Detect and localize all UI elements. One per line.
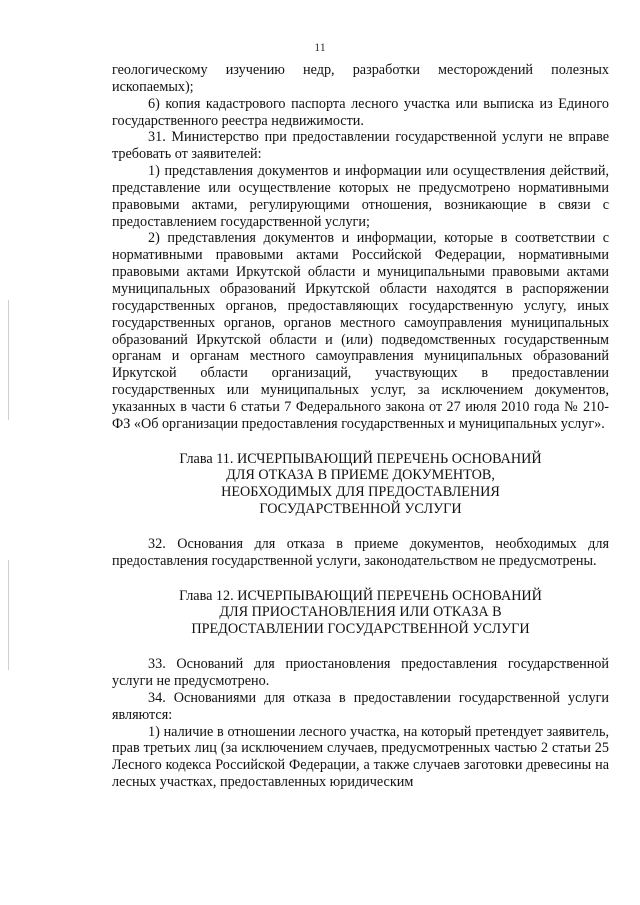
chapter-12-heading-line: ДЛЯ ПРИОСТАНОВЛЕНИЯ ИЛИ ОТКАЗА В xyxy=(219,604,502,621)
paragraph-continuation: геологическому изучению недр, разработки месторождений полезных ископаемых); xyxy=(112,62,609,95)
paragraph-31: 31. Министерство при предоставлении государственной услуги не вправе требовать от заявителей: xyxy=(112,129,609,163)
paragraph-31-item-2: 2) представления документов и информации, которые в соответствии с нормативными правовыми актами Российской Федерации, нормативными правовыми актами Иркутской области и муниципальными правовыми актами муниципальных образований Иркутской области находятся в распоряжении государственных органов, предоставляющих государственную услугу, иных государственных органов, органов местного самоуправления муниципальных образований Иркутской области и (или) подведомственных государственным органам и органам местного самоуправления муниципальных образований Иркутской области организаций, участвующих в предоставлении государственных или муниципальных услуг, за исключением документов, указанных в части 6 статьи 7 Федерального закона от 27 июля 2010 года № 210-ФЗ «Об организации предоставления государственных и муниципальных услуг». xyxy=(112,230,609,432)
scan-margin-mark xyxy=(8,300,9,420)
chapter-12-heading xyxy=(112,588,609,639)
document-body xyxy=(112,62,609,791)
chapter-12-heading-line: Глава 12. ИСЧЕРПЫВАЮЩИЙ ПЕРЕЧЕНЬ ОСНОВАНИЙ xyxy=(179,587,542,604)
paragraph-32: 32. Основания для отказа в приеме документов, необходимых для предоставления государственной услуги, законодательством не предусмотрены. xyxy=(112,535,609,569)
paragraph-item-6: 6) копия кадастрового паспорта лесного участка или выписка из Единого государственного реестра недвижимости. xyxy=(112,95,609,129)
paragraph-33: 33. Оснований для приостановления предоставления государственной услуги не предусмотрено. xyxy=(112,656,609,689)
page-number: 11 xyxy=(314,40,326,54)
chapter-11-heading-line: Глава 11. ИСЧЕРПЫВАЮЩИЙ ПЕРЕЧЕНЬ ОСНОВАНИЙ xyxy=(179,450,542,467)
paragraph-34-item-1: 1) наличие в отношении лесного участка, на который претендует заявитель, прав третьих лиц (за исключением случаев, предусмотренных частью 2 статьи 25 Лесного кодекса Российской Федерации, а также случаев заготовки древесины на лесных участках, предоставленных юридическим xyxy=(112,723,609,791)
chapter-11-heading-line: НЕОБХОДИМЫХ ДЛЯ ПРЕДОСТАВЛЕНИЯ xyxy=(221,484,500,501)
chapter-11-heading xyxy=(112,451,609,518)
chapter-11-heading-line: ГОСУДАРСТВЕННОЙ УСЛУГИ xyxy=(259,501,462,518)
scan-margin-mark xyxy=(8,560,9,670)
chapter-11-heading-line: ДЛЯ ОТКАЗА В ПРИЕМЕ ДОКУМЕНТОВ, xyxy=(226,467,495,484)
paragraph-34: 34. Основаниями для отказа в предоставлении государственной услуги являются: xyxy=(112,689,609,723)
chapter-12-heading-line: ПРЕДОСТАВЛЕНИИ ГОСУДАРСТВЕННОЙ УСЛУГИ xyxy=(191,621,530,638)
paragraph-31-item-1: 1) представления документов и информации или осуществления действий, представление или осуществление которых не предусмотрено нормативными правовыми актами, регулирующими отношения, возникающие в связи с предоставлением государственной услуги; xyxy=(112,163,609,230)
